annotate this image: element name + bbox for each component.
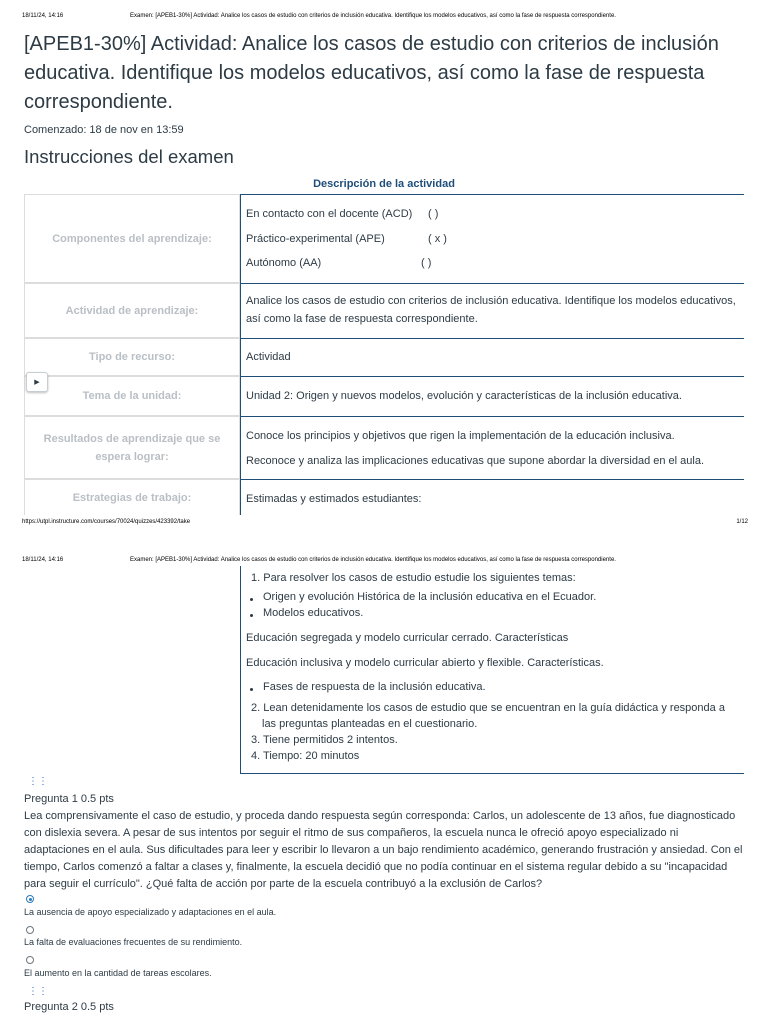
estrategias-intro: Estimadas y estimados estudiantes: xyxy=(246,493,422,505)
answer-radio-1[interactable] xyxy=(26,895,34,903)
value-tema xyxy=(240,376,744,416)
quiz-title: [APEB1-30%] Actividad: Analice los casos de estudio con criterios de inclusión educativa. Identifique los modelos educativos, así como la fase de respuesta correspondiente. xyxy=(24,33,719,113)
componente-aa-mark: ( ) xyxy=(421,257,432,269)
label-actividad: Actividad de aprendizaje: xyxy=(24,283,240,338)
estrategias-step-1: 1. Para resolver los casos de estudio estudie los siguientes temas: xyxy=(251,572,576,584)
instructions-heading: Instrucciones del examen xyxy=(24,146,234,167)
value-componentes xyxy=(240,194,744,283)
print-timestamp: 18/11/24, 14:16 xyxy=(22,13,64,19)
bullet-item: Fases de respuesta de la inclusión educativa. xyxy=(251,681,486,693)
label-estrategias: Estrategias de trabajo: xyxy=(24,479,240,515)
value-recurso xyxy=(240,338,744,376)
tema-value: Unidad 2: Origen y nuevos modelos, evolución y características de la inclusión educativa. xyxy=(246,390,682,402)
label-componentes: Componentes del aprendizaje: xyxy=(24,194,240,283)
estrategias-step-2b: las preguntas planteadas en el cuestionario. xyxy=(262,718,478,730)
answer-radio-3[interactable] xyxy=(26,956,34,964)
play-triangle-icon: ▶ xyxy=(34,379,40,386)
estrategias-step-2a: 2. Lean detenidamente los casos de estudio que se encuentran en la guía didáctica y responda a xyxy=(251,702,725,714)
answer-option-2[interactable]: La falta de evaluaciones frecuentes de su rendimiento. xyxy=(24,937,243,947)
bullet-dot xyxy=(250,598,253,601)
label-tema: Tema de la unidad: xyxy=(24,376,240,416)
print-page-number: 1/12 xyxy=(736,519,748,525)
value-estrategias-intro xyxy=(240,479,744,515)
drag-handle-icon[interactable]: ⋮⋮ xyxy=(28,776,48,787)
bullet-item: Modelos educativos. xyxy=(251,607,363,619)
print-header xyxy=(22,13,748,23)
expand-toggle-button[interactable] xyxy=(26,372,48,392)
label-recurso: Tipo de recurso: xyxy=(24,338,240,376)
estrategias-para-2: Educación inclusiva y modelo curricular abierto y flexible. Características. xyxy=(246,657,604,669)
estrategias-step-3: 3. Tiene permitidos 2 intentos. xyxy=(251,734,398,746)
quiz-started: Comenzado: 18 de nov en 13:59 xyxy=(24,124,184,136)
answer-option-1[interactable]: La ausencia de apoyo especializado y adaptaciones en el aula. xyxy=(24,907,277,917)
estrategias-para-1: Educación segregada y modelo curricular cerrado. Características xyxy=(246,632,569,644)
label-resultados: Resultados de aprendizaje que se espera lograr: xyxy=(24,416,240,479)
question-1-text: Lea comprensivamente el caso de estudio, y proceda dando respuesta según corresponda: Carlos, un adolescente de 13 años, fue diagnosticado con dislexia severa. A pesar de sus intentos por seguir el ritmo de sus compañeros, la escuela nunca le ofreció apoyo especializado ni adaptaciones en el aula. Sus dificultades para leer y escribir lo llevaron a un bajo rendimiento académico, generando frustración y ansiedad. Con el tiempo, Carlos comenzó a faltar a clases y, finalmente, la escuela decidió que no podía continuar en el sistema regular debido a su "incapacidad para seguir el currículo". ¿Qué falta de acción por parte de la escuela contribuyó a la exclusión de Carlos? xyxy=(24,810,743,890)
actividad-line-1: Analice los casos de estudio con criterios de inclusión educativa. Identifique los modelos educativos, xyxy=(246,295,736,307)
drag-handle-icon[interactable]: ⋮⋮ xyxy=(28,986,48,997)
bullet-item: Origen y evolución Histórica de la inclusión educativa en el Ecuador. xyxy=(251,591,596,603)
componente-ape-mark: ( x ) xyxy=(428,233,447,245)
componente-acd-mark: ( ) xyxy=(428,208,439,220)
question-1-header: Pregunta 1 0.5 pts xyxy=(24,793,114,805)
answer-option-3[interactable]: El aumento en la cantidad de tareas escolares. xyxy=(24,968,212,978)
table-heading: Descripción de la actividad xyxy=(313,178,455,190)
print-footer xyxy=(22,519,748,529)
componente-acd: En contacto con el docente (ACD) xyxy=(246,208,413,220)
value-estrategias-continued xyxy=(240,566,744,774)
actividad-line-2: así como la fase de respuesta correspondiente. xyxy=(246,313,478,325)
value-resultados xyxy=(240,416,744,479)
question-2-header: Pregunta 2 0.5 pts xyxy=(24,1001,114,1013)
bullet-dot xyxy=(250,688,253,691)
resultado-2: Reconoce y analiza las implicaciones educativas que supone abordar la diversidad en el aula. xyxy=(246,455,705,467)
resultado-1: Conoce los principios y objetivos que rigen la implementación de la educación inclusiva. xyxy=(246,430,675,442)
print-url: https://utpl.instructure.com/courses/70024/quizzes/423392/take xyxy=(22,519,191,525)
print-doc-title: Examen: [APEB1-30%] Actividad: Analice los casos de estudio con criterios de inclusión educativa. Identifique los modelos educativos, así como la fase de respuesta correspondiente. xyxy=(130,557,616,563)
bullet-dot xyxy=(250,614,253,617)
estrategias-step-4: 4. Tiempo: 20 minutos xyxy=(251,750,360,762)
recurso-value: Actividad xyxy=(246,351,291,363)
value-actividad xyxy=(240,283,744,338)
componente-aa: Autónomo (AA) xyxy=(246,257,322,269)
print-timestamp: 18/11/24, 14:16 xyxy=(22,557,64,563)
componente-ape: Práctico-experimental (APE) xyxy=(246,233,385,245)
print-doc-title: Examen: [APEB1-30%] Actividad: Analice los casos de estudio con criterios de inclusión educativa. Identifique los modelos educativos, así como la fase de respuesta correspondiente. xyxy=(130,13,616,19)
answer-radio-2[interactable] xyxy=(26,926,34,934)
